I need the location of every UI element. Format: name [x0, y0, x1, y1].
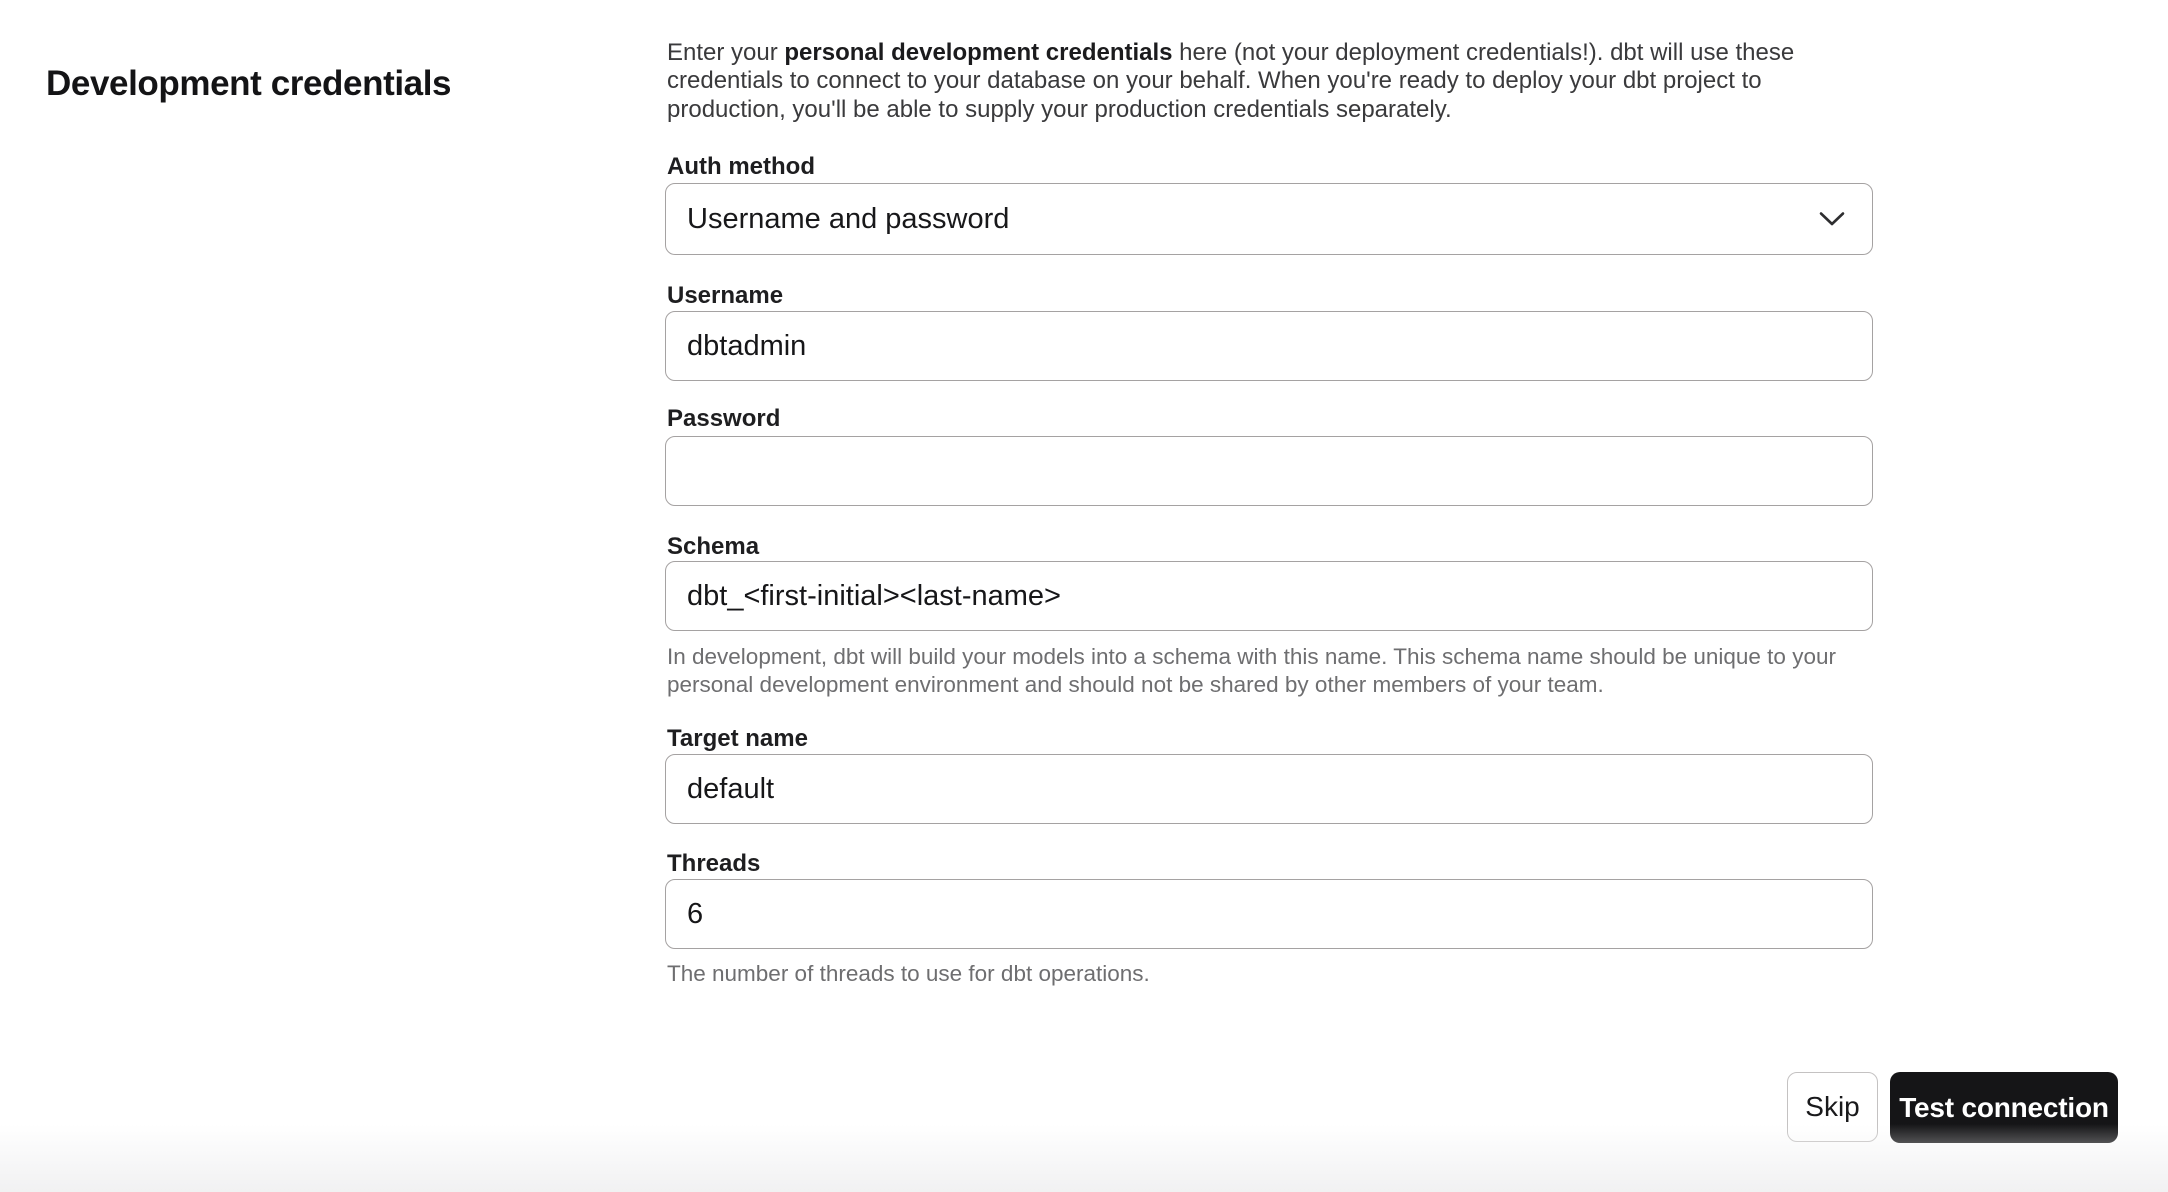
chevron-down-icon	[1819, 211, 1845, 227]
schema-input[interactable]	[665, 561, 1873, 631]
threads-help-text: The number of threads to use for dbt operations.	[667, 961, 1150, 986]
intro-bold-phrase: personal development credentials	[784, 39, 1173, 66]
page-title: Development credentials	[46, 64, 452, 104]
threads-label: Threads	[667, 850, 761, 877]
intro-line-3: production, you'll be able to supply your production credentials separately.	[667, 95, 1452, 123]
auth-method-label: Auth method	[667, 153, 815, 180]
schema-help-line-2: personal development environment and should not be shared by other members of your team.	[667, 672, 1604, 697]
schema-label: Schema	[667, 533, 760, 560]
intro-line-1: Enter your personal development credentials here (not your deployment credentials!). dbt will use these	[667, 39, 1795, 66]
password-input[interactable]	[665, 436, 1873, 506]
auth-method-value: Username and password	[687, 202, 1010, 235]
auth-method-select[interactable]	[665, 183, 1873, 255]
username-input[interactable]	[665, 311, 1873, 381]
skip-button[interactable]: Skip	[1787, 1072, 1878, 1142]
schema-help-text	[667, 643, 1836, 699]
intro-text	[667, 39, 1794, 124]
intro-line-2: credentials to connect to your database on your behalf. When you're ready to deploy your dbt project to	[667, 67, 1762, 95]
username-label: Username	[667, 282, 784, 309]
test-connection-button[interactable]: Test connection	[1890, 1072, 2118, 1143]
schema-help-line-1: In development, dbt will build your models into a schema with this name. This schema name should be unique to your	[667, 644, 1836, 669]
threads-input[interactable]	[665, 879, 1873, 949]
password-label: Password	[667, 405, 781, 432]
target-name-label: Target name	[667, 725, 808, 752]
target-name-input[interactable]	[665, 754, 1873, 824]
